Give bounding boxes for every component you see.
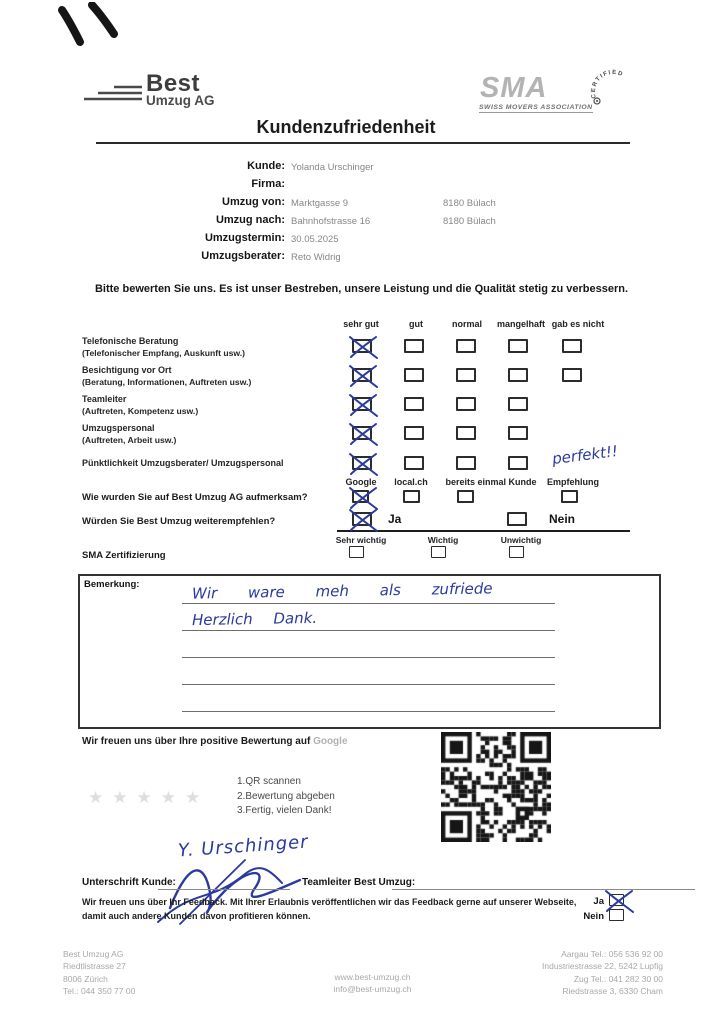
source-option-header: Google [345, 477, 377, 487]
rating-checkbox-gut[interactable] [404, 397, 424, 411]
faded-stars: ★★★★★ [88, 788, 210, 807]
source-option-header: Empfehlung [547, 477, 599, 487]
rating-column-header: mangelhaft [496, 319, 546, 329]
footer-contact-center [300, 971, 445, 996]
handwritten-remark-line2: Herzlich Dank. [191, 608, 318, 630]
rating-checkbox-normal[interactable] [456, 456, 476, 470]
rating-checkbox-gut[interactable] [404, 368, 424, 382]
field-value: Reto Widrig [291, 252, 341, 263]
review-steps [237, 775, 335, 819]
google-logo-text: Google [313, 736, 348, 747]
footer-address-left [63, 948, 243, 998]
rating-column-header: gut [409, 319, 423, 329]
pen-x-mark [349, 509, 378, 532]
rating-checkbox-gut[interactable] [404, 426, 424, 440]
recommend-no-checkbox[interactable] [507, 512, 527, 526]
svg-text:CERTIFIED: CERTIFIED [590, 69, 625, 99]
importance-header: Wichtig [427, 535, 459, 545]
rating-row-subtitle: (Beratung, Informationen, Auftreten usw.) [82, 376, 252, 387]
logo-umzug-ag-text: Umzug AG [146, 93, 215, 108]
rating-checkbox-mangelhaft[interactable] [508, 368, 528, 382]
review-step: 3.Fertig, vielen Dank! [237, 805, 332, 816]
rating-column-header: sehr gut [343, 319, 379, 329]
sma-logo-subtitle: SWISS MOVERS ASSOCIATION [479, 104, 593, 111]
writing-line [182, 630, 555, 631]
source-option-header: bereits einmal Kunde [445, 477, 537, 487]
customer-signature-line [158, 889, 290, 890]
rating-row-label [82, 336, 342, 359]
rating-column-header: normal [451, 319, 483, 329]
source-option-header: local.ch [394, 477, 428, 487]
remarks-box [78, 574, 661, 729]
permission-text-line2: damit auch andere Kunden davon profitieren können. [82, 911, 311, 921]
section-divider [337, 530, 630, 532]
pen-x-mark [349, 365, 378, 388]
rating-checkbox-sehr-gut[interactable] [352, 397, 372, 411]
writing-line [182, 603, 555, 604]
customer-field-row [80, 232, 660, 250]
field-label: Umzug nach: [215, 214, 285, 226]
rating-checkbox-mangelhaft[interactable] [508, 426, 528, 440]
rating-row-label [82, 423, 342, 446]
pen-x-mark [349, 453, 378, 476]
source-question: Wie wurden Sie auf Best Umzug AG aufmerksam? [82, 492, 308, 503]
rating-row-title: Umzugspersonal [82, 423, 155, 433]
rating-row-label [82, 458, 342, 470]
recommend-yes-label: Ja [388, 512, 402, 526]
field-value-city: 8180 Bülach [443, 198, 496, 209]
field-label: Umzugstermin: [204, 232, 285, 244]
footer-line: www.best-umzug.ch [334, 972, 411, 982]
rating-checkbox-normal[interactable] [456, 426, 476, 440]
footer-line: Tel.: 044 350 77 00 [63, 986, 136, 997]
rating-checkbox-gab-es-nicht[interactable] [562, 339, 582, 353]
rating-checkbox-gut[interactable] [404, 456, 424, 470]
review-prompt-text: Wir freuen uns über Ihre positive Bewertung auf [82, 736, 311, 747]
writing-line [182, 657, 555, 658]
rating-checkbox-gab-es-nicht[interactable] [562, 368, 582, 382]
sma-logo-text: SMA [480, 72, 548, 104]
permission-text-line1: Wir freuen uns über Ihr Feedback. Mit Ihrer Erlaubnis veröffentlichen wir das Feedback gerne auf unserer Webseite, [82, 897, 577, 907]
source-checkbox-Google[interactable] [352, 490, 369, 503]
customer-field-row [80, 214, 660, 232]
footer-line: Industriestrasse 22, 5242 Lupfig [542, 961, 663, 972]
rating-row-label [82, 365, 342, 388]
writing-line [182, 711, 555, 712]
customer-field-row [80, 178, 660, 196]
sma-cert-checkbox-Wichtig[interactable] [431, 546, 446, 558]
sma-cert-checkbox-Sehr-wichtig[interactable] [349, 546, 364, 558]
field-value: 30.05.2025 [291, 234, 339, 245]
footer-line: Zug Tel.: 041 282 30 00 [573, 973, 663, 984]
handwritten-customer-name: Y. Urschinger [177, 831, 310, 862]
review-step: 1.QR scannen [237, 776, 301, 787]
rating-column-header: gab es nicht [551, 319, 605, 329]
importance-header: Sehr wichtig [335, 535, 387, 545]
title-divider [96, 142, 630, 144]
qr-code [441, 732, 551, 842]
footer-line: Best Umzug AG [63, 949, 124, 959]
footer-line: Riedstrasse 3, 6330 Cham [562, 986, 663, 997]
rating-checkbox-mangelhaft[interactable] [508, 339, 528, 353]
pen-x-mark [349, 487, 378, 510]
remarks-label: Bemerkung: [84, 579, 140, 590]
page-title: Kundenzufriedenheit [256, 117, 436, 137]
intro-text: Bitte bewerten Sie uns. Es ist unser Bestreben, unsere Leistung und die Qualität stetig zu verbessern. [94, 283, 629, 295]
footer-line: 8006 Zürich [63, 973, 108, 984]
field-label: Umzug von: [222, 196, 285, 208]
logo-speed-lines-icon [84, 82, 146, 104]
sma-certified-badge-icon [588, 62, 638, 112]
field-value-city: 8180 Bülach [443, 216, 496, 227]
scan-artifact-marks [54, 2, 124, 50]
pen-x-mark [349, 423, 378, 446]
sma-cert-label: SMA Zertifizierung [82, 550, 166, 561]
rating-row-subtitle: (Auftreten, Kompetenz usw.) [82, 405, 199, 416]
field-label: Firma: [251, 178, 285, 190]
permission-yes-checkbox[interactable] [609, 894, 624, 906]
rating-row-title: Teamleiter [82, 394, 127, 404]
pen-x-mark [349, 336, 378, 359]
source-checkbox-bereits-einmal-Kunde[interactable] [457, 490, 474, 503]
rating-checkbox-sehr-gut[interactable] [352, 426, 372, 440]
recommend-question: Würden Sie Best Umzug weiterempfehlen? [82, 516, 276, 527]
teamleader-signature-label: Teamleiter Best Umzug: [302, 877, 416, 888]
customer-signature-label: Unterschrift Kunde: [82, 877, 176, 888]
importance-header: Unwichtig [500, 535, 542, 545]
sma-cert-checkbox-Unwichtig[interactable] [509, 546, 524, 558]
rating-row-title: Besichtigung vor Ort [82, 365, 172, 375]
customer-field-row [80, 250, 660, 268]
footer-line: Aargau Tel.: 056 536 92 00 [561, 949, 663, 959]
permission-yes-label: Ja [593, 896, 604, 907]
rating-row-subtitle: (Auftreten, Arbeit usw.) [82, 434, 177, 445]
rating-checkbox-sehr-gut[interactable] [352, 368, 372, 382]
review-step: 2.Bewertung abgeben [237, 790, 335, 802]
pen-x-mark [349, 394, 378, 417]
source-checkbox-Empfehlung[interactable] [561, 490, 578, 503]
footer-address-right [460, 948, 663, 998]
rating-row-label [82, 394, 342, 417]
rating-checkbox-normal[interactable] [456, 368, 476, 382]
teamleader-signature-line [392, 889, 695, 890]
rating-checkbox-normal[interactable] [456, 339, 476, 353]
rating-checkbox-sehr-gut[interactable] [352, 456, 372, 470]
rating-checkbox-gut[interactable] [404, 339, 424, 353]
recommend-yes-checkbox[interactable] [352, 512, 372, 526]
field-label: Umzugsberater: [201, 250, 285, 262]
customer-field-row [80, 160, 660, 178]
handwritten-annotation: perfekt!! [551, 442, 619, 468]
rating-checkbox-normal[interactable] [456, 397, 476, 411]
permission-no-label: Nein [583, 911, 604, 922]
rating-checkbox-mangelhaft[interactable] [508, 456, 528, 470]
handwritten-remark-line1: Wir ware meh als zufriede [191, 579, 493, 603]
customer-field-row [80, 196, 660, 214]
rating-row-title: Pünktlichkeit Umzugsberater/ Umzugspersonal [82, 458, 284, 468]
review-prompt [82, 736, 348, 747]
rating-row-title: Telefonische Beratung [82, 336, 179, 346]
rating-checkbox-mangelhaft[interactable] [508, 397, 528, 411]
logo-best-text: Best [146, 70, 201, 97]
writing-line [182, 684, 555, 685]
rating-checkbox-sehr-gut[interactable] [352, 339, 372, 353]
field-value: Marktgasse 9 [291, 198, 349, 209]
field-label: Kunde: [247, 160, 285, 172]
recommend-no-label: Nein [549, 512, 576, 526]
field-value: Bahnhofstrasse 16 [291, 216, 371, 227]
permission-no-checkbox[interactable] [609, 909, 624, 921]
field-value: Yolanda Urschinger [291, 162, 374, 173]
footer-line: info@best-umzug.ch [333, 984, 412, 995]
source-checkbox-local-ch[interactable] [403, 490, 420, 503]
rating-row-subtitle: (Telefonischer Empfang, Auskunft usw.) [82, 347, 245, 358]
footer-line: Riedtlistrasse 27 [63, 961, 126, 972]
